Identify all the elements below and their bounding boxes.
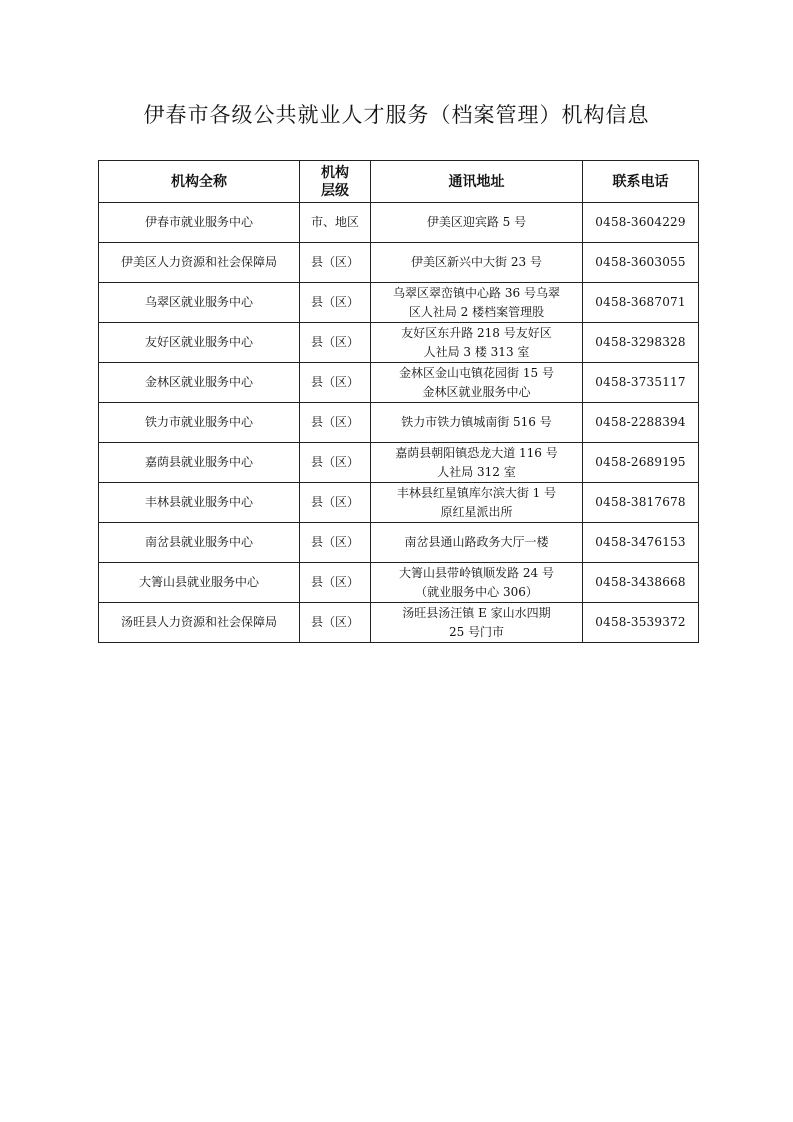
table-row [99,323,699,363]
address-line-1: 友好区东升路 218 号友好区 [401,325,552,340]
institution-level: 县（区） [300,563,371,603]
address-line-1: 嘉荫县朝阳镇恐龙大道 116 号 [395,445,558,460]
institution-level: 县（区） [300,443,371,483]
institution-phone: 0458-3298328 [583,323,699,363]
table-header [99,161,699,203]
table-row [99,443,699,483]
institution-phone: 0458-3539372 [583,603,699,643]
institution-phone: 0458-3817678 [583,483,699,523]
table-row [99,603,699,643]
header-address: 通讯地址 [371,161,583,203]
institution-name: 伊美区人力资源和社会保障局 [99,243,300,283]
table-row [99,483,699,523]
institution-level: 县（区） [300,523,371,563]
address-line-2: 人社局 312 室 [437,464,516,479]
institution-name: 丰林县就业服务中心 [99,483,300,523]
institution-name: 汤旺县人力资源和社会保障局 [99,603,300,643]
table-row [99,363,699,403]
institution-address [371,243,583,283]
institution-phone: 0458-3438668 [583,563,699,603]
institution-name: 伊春市就业服务中心 [99,203,300,243]
address-line-2: 原红星派出所 [440,504,513,519]
table-row [99,563,699,603]
institution-name: 嘉荫县就业服务中心 [99,443,300,483]
institution-name: 大箐山县就业服务中心 [99,563,300,603]
institution-address [371,363,583,403]
institution-level: 县（区） [300,483,371,523]
institution-name: 铁力市就业服务中心 [99,403,300,443]
institution-name: 南岔县就业服务中心 [99,523,300,563]
header-phone: 联系电话 [583,161,699,203]
table-body [99,203,699,643]
document-title: 伊春市各级公共就业人才服务（档案管理）机构信息 [143,103,650,127]
address-line-1: 南岔县通山路政务大厅一楼 [404,535,549,549]
institution-level: 市、地区 [300,203,371,243]
institution-address [371,443,583,483]
institution-phone: 0458-3476153 [583,523,699,563]
institution-phone: 0458-2288394 [583,403,699,443]
address-line-1: 伊美区新兴中大街 23 号 [411,255,542,269]
institution-address [371,203,583,243]
institution-address [371,563,583,603]
address-line-2: 金林区就业服务中心 [422,384,531,399]
institution-address [371,403,583,443]
institution-address [371,283,583,323]
institution-address [371,483,583,523]
institution-phone: 0458-3735117 [583,363,699,403]
header-level-line1: 机构 [321,164,349,181]
address-line-1: 乌翠区翠峦镇中心路 36 号乌翠 [393,285,560,300]
header-name: 机构全称 [99,161,300,203]
institution-name: 金林区就业服务中心 [99,363,300,403]
table-row [99,283,699,323]
header-level-line2: 层级 [321,182,349,199]
institution-phone: 0458-2689195 [583,443,699,483]
institution-name: 友好区就业服务中心 [99,323,300,363]
institution-phone: 0458-3603055 [583,243,699,283]
address-line-2: （就业服务中心 306） [415,584,538,599]
institution-phone: 0458-3687071 [583,283,699,323]
table-row [99,203,699,243]
header-row [99,161,699,203]
institution-address [371,323,583,363]
table-row [99,523,699,563]
institution-address [371,603,583,643]
address-line-1: 大箐山县带岭镇顺发路 24 号 [399,565,554,580]
address-line-2: 区人社局 2 楼档案管理股 [408,304,545,319]
address-line-1: 伊美区迎宾路 5 号 [426,215,527,229]
institution-address [371,523,583,563]
address-line-1: 金林区金山屯镇花园街 15 号 [399,365,554,380]
institution-table [98,160,699,643]
institution-name: 乌翠区就业服务中心 [99,283,300,323]
institution-level: 县（区） [300,323,371,363]
address-line-1: 丰林县红星镇库尔滨大街 1 号 [396,485,557,500]
address-line-2: 人社局 3 楼 313 室 [423,344,530,359]
institution-level: 县（区） [300,363,371,403]
table-row [99,403,699,443]
institution-level: 县（区） [300,243,371,283]
address-line-1: 铁力市铁力镇城南街 516 号 [401,415,552,429]
table-row [99,243,699,283]
institution-phone: 0458-3604229 [583,203,699,243]
institution-level: 县（区） [300,283,371,323]
address-line-1: 汤旺县汤汪镇 E 家山水四期 [402,605,551,620]
institution-level: 县（区） [300,403,371,443]
address-line-2: 25 号门市 [448,624,505,639]
institution-level: 县（区） [300,603,371,643]
header-level [300,161,371,203]
